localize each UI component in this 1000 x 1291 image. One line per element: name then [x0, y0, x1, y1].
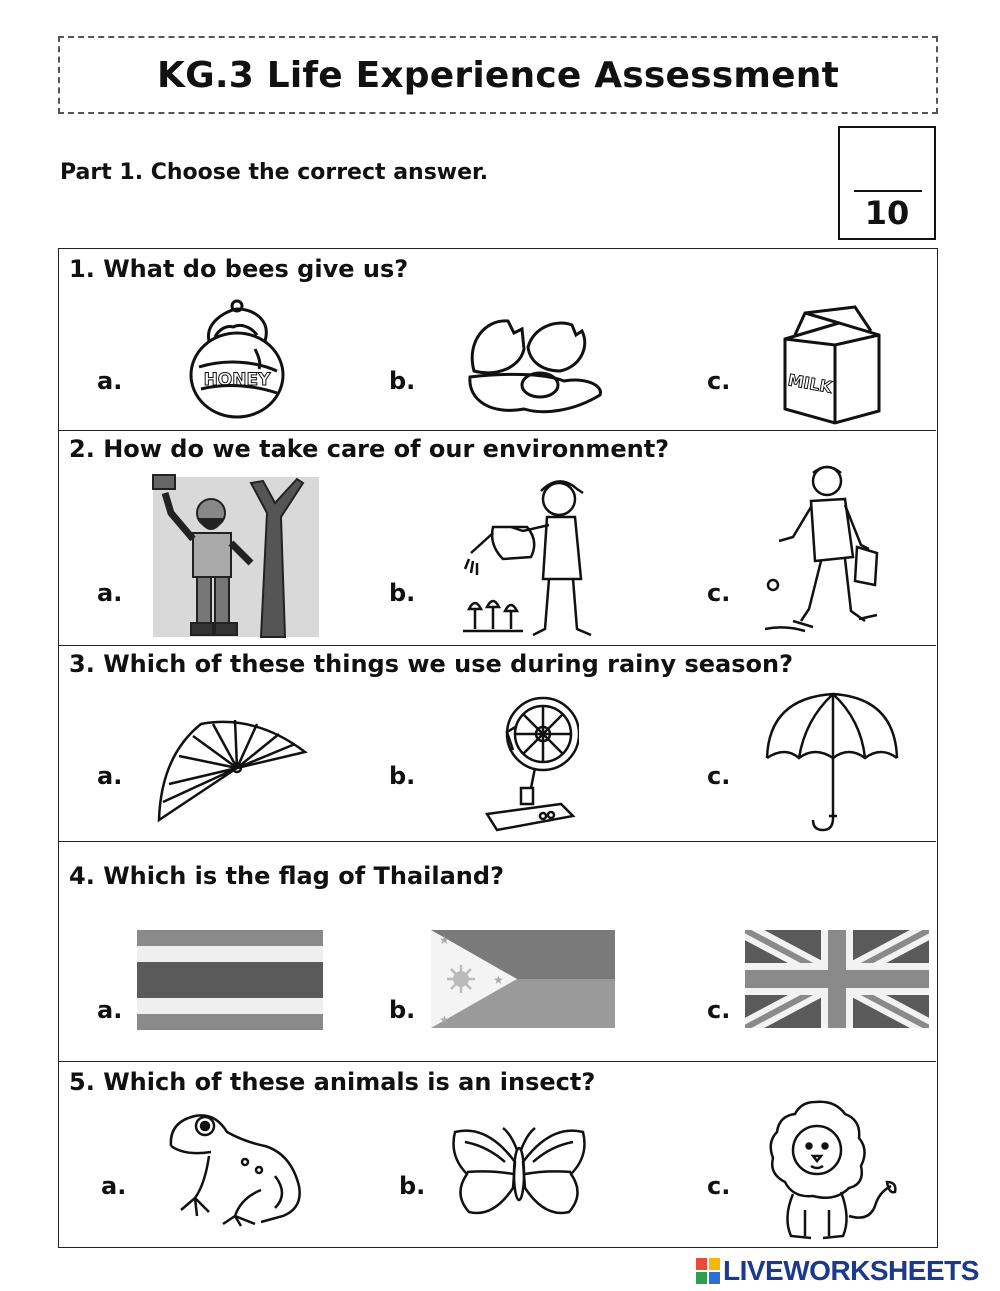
milk-label: MILK: [786, 370, 834, 397]
score-input-line[interactable]: [854, 190, 922, 192]
option-a-label[interactable]: a.: [97, 996, 123, 1024]
electric-fan-icon[interactable]: [483, 692, 579, 834]
option-a-label[interactable]: a.: [97, 367, 123, 395]
question-5: [59, 1062, 936, 1249]
question-1: [59, 249, 936, 431]
question-4-text: [69, 862, 504, 890]
question-3: [59, 646, 936, 842]
honey-label: HONEY: [203, 370, 271, 390]
brand-name: LIVEWORKSHEETS: [723, 1255, 979, 1286]
boy-watering-flowers-icon[interactable]: [463, 469, 605, 641]
option-c-label[interactable]: c.: [707, 996, 731, 1024]
question-number: 4.: [69, 862, 95, 890]
umbrella-icon[interactable]: [765, 690, 899, 834]
option-c-label[interactable]: c.: [707, 762, 731, 790]
butterfly-icon[interactable]: [447, 1122, 591, 1222]
option-c-label[interactable]: c.: [707, 367, 731, 395]
question-2-text: [69, 435, 669, 463]
questions-table: [58, 248, 938, 1248]
option-b-label[interactable]: b.: [389, 579, 416, 607]
united-kingdom-flag-icon[interactable]: [745, 930, 929, 1028]
option-b-label[interactable]: b.: [389, 996, 416, 1024]
lumberjack-cutting-tree-icon[interactable]: [151, 473, 321, 641]
page-title: KG.3 Life Experience Assessment: [157, 54, 839, 96]
option-b-label[interactable]: b.: [389, 762, 416, 790]
title-box: [58, 36, 938, 114]
question-prompt: How do we take care of our environment?: [103, 435, 670, 463]
question-prompt: Which of these animals is an insect?: [103, 1068, 596, 1096]
milk-carton-icon[interactable]: [775, 305, 885, 425]
question-number: 2.: [69, 435, 95, 463]
liveworksheets-logo-icon: [696, 1258, 720, 1284]
question-prompt: What do bees give us?: [103, 255, 409, 283]
svg-text:★: ★: [493, 973, 504, 987]
score-total: 10: [864, 194, 910, 232]
question-3-text: [69, 650, 793, 678]
instructions: Part 1. Choose the correct answer.: [60, 160, 489, 185]
question-number: 1.: [69, 255, 95, 283]
score-box: [838, 126, 936, 240]
lion-icon[interactable]: [765, 1098, 899, 1244]
thailand-flag-icon[interactable]: [137, 930, 323, 1030]
frog-icon[interactable]: [165, 1106, 307, 1230]
cracked-egg-icon[interactable]: [464, 311, 606, 419]
hand-fan-icon[interactable]: [155, 716, 309, 824]
question-prompt: Which of these things we use during rainy season?: [103, 650, 794, 678]
footer-logo[interactable]: [696, 1256, 979, 1286]
question-1-text: [69, 255, 408, 283]
option-b-label[interactable]: b.: [389, 367, 416, 395]
question-2: [59, 431, 936, 646]
question-5-text: [69, 1068, 595, 1096]
svg-text:★: ★: [439, 1013, 450, 1027]
svg-text:★: ★: [439, 933, 450, 947]
option-c-label[interactable]: c.: [707, 1172, 731, 1200]
philippines-flag-icon[interactable]: [431, 930, 615, 1028]
option-a-label[interactable]: a.: [101, 1172, 127, 1200]
boy-littering-icon[interactable]: [765, 461, 883, 637]
option-a-label[interactable]: a.: [97, 579, 123, 607]
question-number: 3.: [69, 650, 95, 678]
option-b-label[interactable]: b.: [399, 1172, 426, 1200]
option-a-label[interactable]: a.: [97, 762, 123, 790]
question-prompt: Which is the flag of Thailand?: [103, 862, 504, 890]
honey-pot-icon[interactable]: [185, 297, 289, 423]
option-c-label[interactable]: c.: [707, 579, 731, 607]
question-number: 5.: [69, 1068, 95, 1096]
question-4: [59, 842, 936, 1062]
